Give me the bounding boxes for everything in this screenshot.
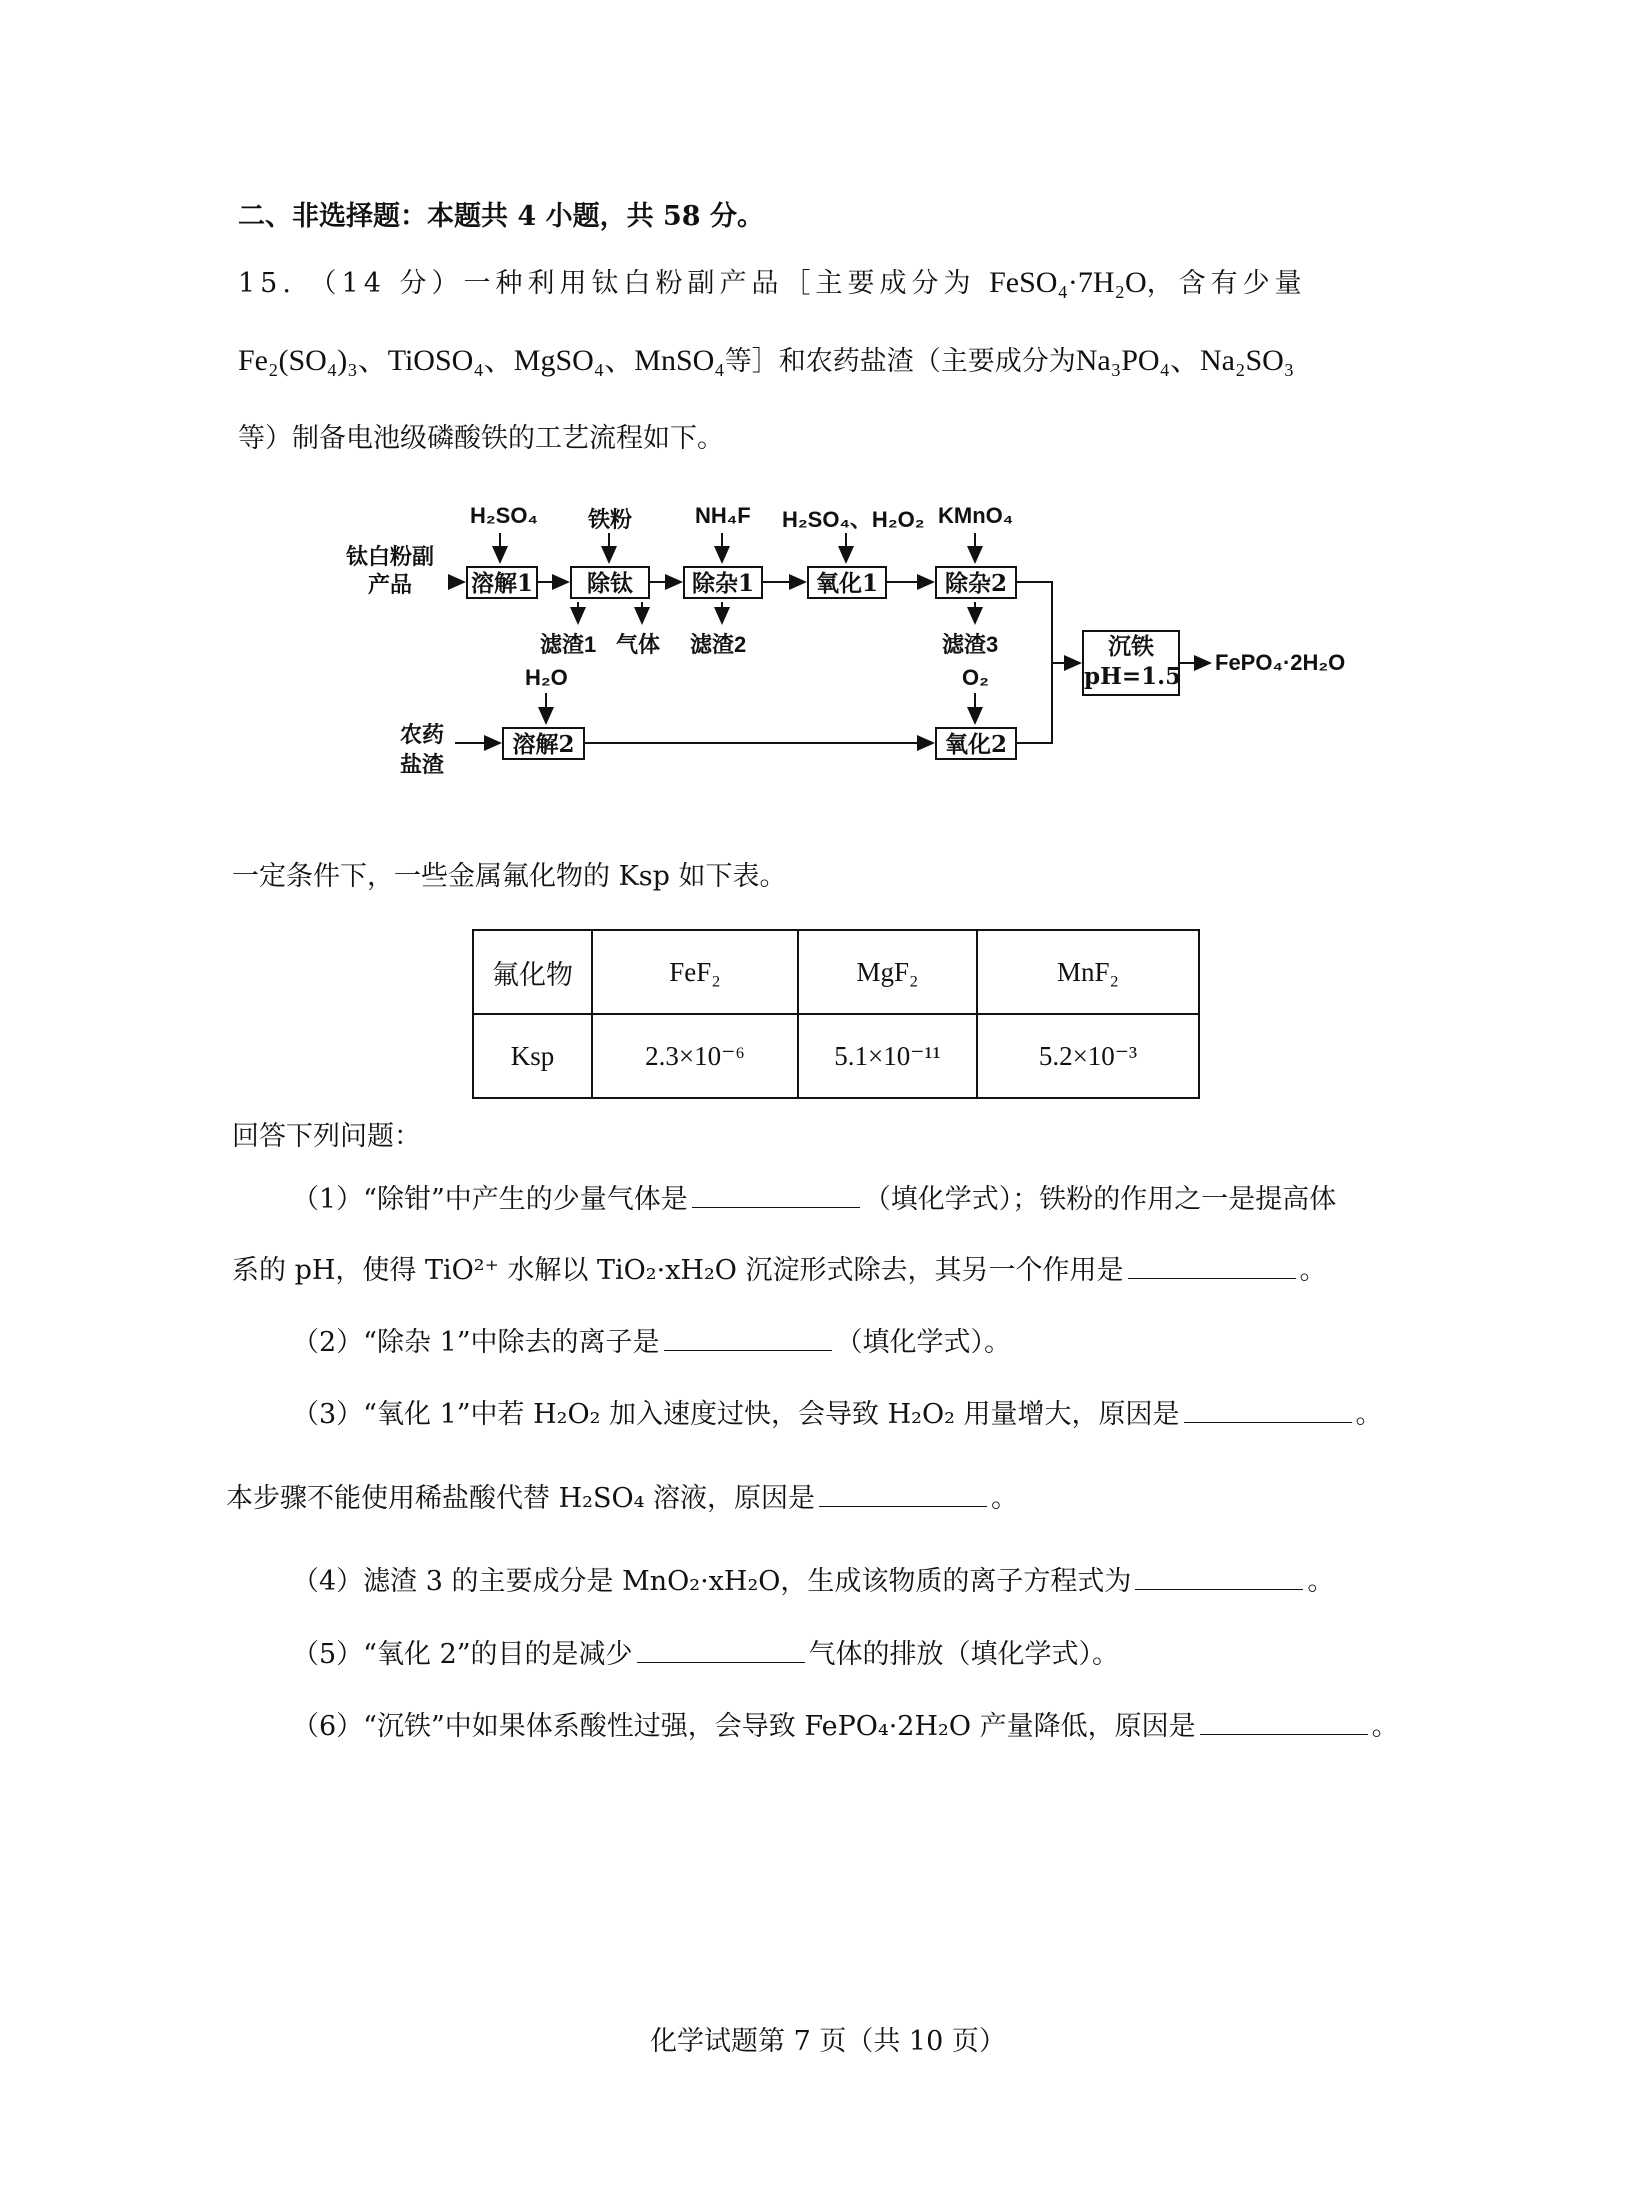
header-fef2: FeF₂ bbox=[592, 930, 798, 1014]
process-flowchart bbox=[320, 495, 1380, 795]
question-score: （14 分） bbox=[309, 268, 464, 299]
subquestion-1-line-1 bbox=[292, 1183, 1336, 1217]
page-footer: 化学试题第 7 页（共 10 页） bbox=[650, 2026, 1006, 2057]
precipitate-iron-ph: pH=1.5 bbox=[1084, 663, 1182, 690]
q6-answer-blank[interactable] bbox=[1200, 1710, 1368, 1735]
ksp-table bbox=[472, 929, 1200, 1099]
flowchart-arrows bbox=[320, 495, 1380, 795]
q3-end-mark-1: 。 bbox=[1355, 1399, 1383, 1430]
feed-pesticide-residue: 农药盐渣 bbox=[399, 722, 444, 777]
question-number: 15. bbox=[238, 268, 296, 299]
table-intro: 一定条件下，一些金属氟化物的 Ksp 如下表。 bbox=[232, 861, 787, 892]
step-oxidize-2: 氧化2 bbox=[935, 727, 1017, 760]
question-intro-2: ，含有少量 bbox=[1146, 268, 1307, 299]
reagent-o2: O₂ bbox=[962, 665, 989, 690]
ksp-mnf2: 5.2×10⁻³ bbox=[977, 1014, 1199, 1098]
q1-answer-blank-1[interactable] bbox=[692, 1183, 860, 1208]
header-mgf2: MgF₂ bbox=[798, 930, 977, 1014]
q2-answer-blank[interactable] bbox=[664, 1326, 832, 1351]
q2-text-a: （2）“除杂 1”中除去的离子是 bbox=[292, 1327, 660, 1358]
q4-end-mark: 。 bbox=[1307, 1566, 1335, 1597]
question-15-line-2 bbox=[238, 344, 1294, 379]
output-residue-3: 滤渣3 bbox=[942, 632, 999, 657]
step-dissolve-1: 溶解1 bbox=[466, 566, 538, 599]
q1-text-b: （填化学式）；铁粉的作用之一是提高体 bbox=[863, 1184, 1337, 1215]
reagent-iron-powder: 铁粉 bbox=[588, 507, 633, 532]
q4-answer-blank[interactable] bbox=[1135, 1565, 1303, 1590]
feed-titanium-byproduct: 钛白粉副产品 bbox=[345, 544, 434, 597]
q5-text-b: 气体的排放（填化学式）。 bbox=[808, 1639, 1120, 1670]
q1-text-a: （1）“除钳”中产生的少量气体是 bbox=[292, 1184, 688, 1215]
step-oxidize-1: 氧化1 bbox=[807, 566, 887, 599]
subquestion-5 bbox=[292, 1638, 1119, 1672]
q4-text: （4）滤渣 3 的主要成分是 MnO₂·xH₂O，生成该物质的离子方程式为 bbox=[292, 1566, 1132, 1597]
q5-answer-blank[interactable] bbox=[637, 1638, 805, 1663]
step-remove-titanium: 除钛 bbox=[570, 566, 650, 599]
q3-text-b: 本步骤不能使用稀盐酸代替 H₂SO₄ 溶液，原因是 bbox=[226, 1483, 815, 1514]
output-gas: 气体 bbox=[616, 632, 661, 657]
output-product: FePO₄·2H₂O bbox=[1215, 650, 1346, 675]
section-heading: 二、非选择题：本题共 4 小题，共 58 分。 bbox=[238, 201, 764, 232]
q1-text-c: 系的 pH，使得 TiO²⁺ 水解以 TiO₂·xH₂O 沉淀形式除去，其另一个作用是 bbox=[232, 1255, 1124, 1286]
q2-text-b: （填化学式）。 bbox=[835, 1327, 1012, 1358]
pesticide-formulas: Na₃PO₄、Na₂SO₃ bbox=[1075, 344, 1295, 377]
subquestion-1-line-2 bbox=[232, 1254, 1327, 1288]
ksp-fef2: 2.3×10⁻⁶ bbox=[592, 1014, 798, 1098]
q3-text-a: （3）“氧化 1”中若 H₂O₂ 加入速度过快，会导致 H₂O₂ 用量增大，原因是 bbox=[292, 1399, 1180, 1430]
subquestion-2 bbox=[292, 1326, 1011, 1360]
output-residue-2: 滤渣2 bbox=[690, 632, 747, 657]
subquestion-6 bbox=[292, 1710, 1399, 1744]
header-mnf2: MnF₂ bbox=[977, 930, 1199, 1014]
step-remove-impurity-1: 除杂1 bbox=[683, 566, 763, 599]
ksp-mgf2: 5.1×10⁻¹¹ bbox=[798, 1014, 977, 1098]
step-dissolve-2: 溶解2 bbox=[502, 727, 585, 760]
precipitate-iron-label: 沉铁 bbox=[1108, 633, 1154, 660]
output-residue-1: 滤渣1 bbox=[540, 632, 597, 657]
q1-answer-blank-2[interactable] bbox=[1128, 1254, 1296, 1279]
subquestion-3-line-2 bbox=[226, 1482, 1018, 1516]
step-remove-impurity-2: 除杂2 bbox=[935, 566, 1017, 599]
main-component-formula: FeSO₄·7H₂O bbox=[989, 266, 1147, 299]
ksp-table-row bbox=[473, 1014, 1199, 1098]
question-15-line-1 bbox=[238, 266, 1398, 301]
q6-text: （6）“沉铁”中如果体系酸性过强，会导致 FePO₄·2H₂O 产量降低，原因是 bbox=[292, 1711, 1196, 1742]
reagent-kmno4: KMnO₄ bbox=[938, 503, 1014, 528]
q3-end-mark-2: 。 bbox=[991, 1483, 1018, 1514]
reagent-nh4f: NH₄F bbox=[695, 503, 751, 528]
header-fluoride: 氟化物 bbox=[473, 930, 592, 1014]
q3-answer-blank-2[interactable] bbox=[819, 1482, 987, 1507]
question-intro-1: 一种利用钛白粉副产品［主要成分为 bbox=[463, 268, 976, 299]
q5-text-a: （5）“氧化 2”的目的是减少 bbox=[292, 1639, 633, 1670]
q1-end-mark: 。 bbox=[1299, 1255, 1327, 1286]
q3-answer-blank-1[interactable] bbox=[1184, 1398, 1352, 1423]
impurities-formulas: Fe₂(SO₄)₃、TiOSO₄、MgSO₄、MnSO₄ bbox=[238, 344, 725, 377]
reagent-h2so4: H₂SO₄ bbox=[470, 503, 538, 528]
step-precipitate-iron bbox=[1082, 630, 1180, 696]
reagent-h2o: H₂O bbox=[525, 665, 568, 690]
answer-prompt: 回答下列问题： bbox=[232, 1121, 421, 1152]
ksp-table-header bbox=[473, 930, 1199, 1014]
question-intro-3: 等］和农药盐渣（主要成分为 bbox=[724, 346, 1076, 377]
question-intro-4: 等）制备电池级磷酸铁的工艺流程如下。 bbox=[238, 423, 724, 454]
subquestion-3-line-1 bbox=[292, 1398, 1383, 1432]
subquestion-4 bbox=[292, 1565, 1334, 1599]
q6-end-mark: 。 bbox=[1371, 1711, 1399, 1742]
row-label-ksp: Ksp bbox=[473, 1014, 592, 1098]
reagent-h2so4-h2o2: H₂SO₄、H₂O₂ bbox=[782, 507, 925, 532]
